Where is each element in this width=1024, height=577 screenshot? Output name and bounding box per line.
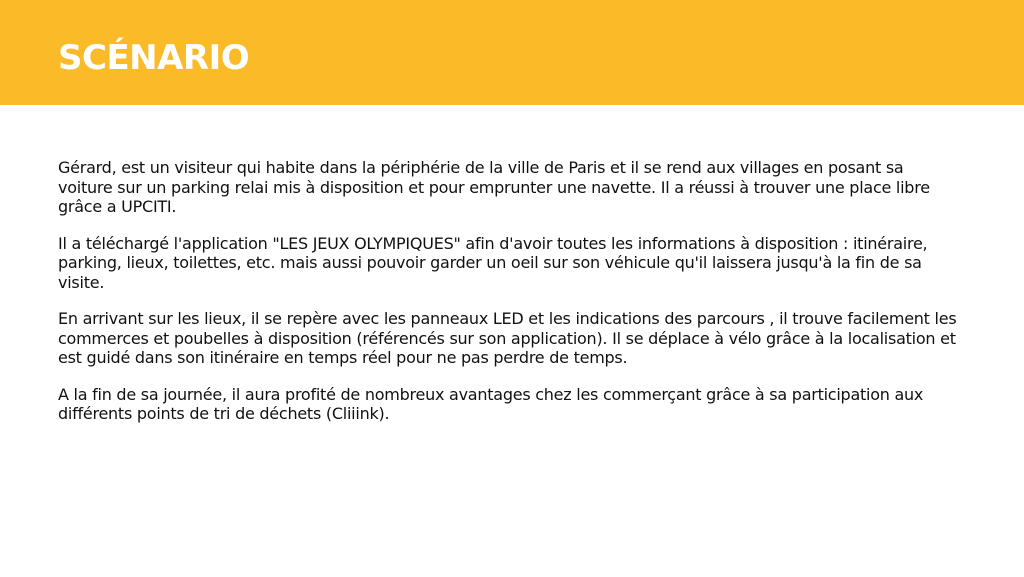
paragraph-arrival: Gérard, est un visiteur qui habite dans la périphérie de la ville de Paris et il se rend aux villages en posant sa voiture sur un parking relai mis à disposition et pour emprunter une navette. Il a réussi à trouver une place libre grâce a UPCITI. <box>58 158 930 216</box>
paragraph-end-of-day: A la fin de sa journée, il aura profité de nombreux avantages chez les commerçant grâce à sa participation aux différents points de tri de déchets (Cliiink). <box>58 384 924 423</box>
paragraph-app-download: Il a téléchargé l'application "LES JEUX OLYMPIQUES" afin d'avoir toutes les informations à disposition : itinéraire, parking, lieux, toilettes, etc. mais aussi pouvoir garder un oeil sur son véhicule qu'il laissera jusqu'à la fin de sa visite. <box>58 233 928 292</box>
slide-title: SCÉNARIO <box>58 38 250 78</box>
scenario-body <box>58 158 958 441</box>
paragraph-on-site: En arrivant sur les lieux, il se repère avec les panneaux LED et les indications des parcours , il trouve facilement les commerces et poubelles à disposition (référencés sur son application). Il se déplace à vélo grâce à la localisation et est guidé dans son itinéraire en temps réel pour ne pas perdre de temps. <box>58 309 957 367</box>
header-band <box>0 0 1024 105</box>
